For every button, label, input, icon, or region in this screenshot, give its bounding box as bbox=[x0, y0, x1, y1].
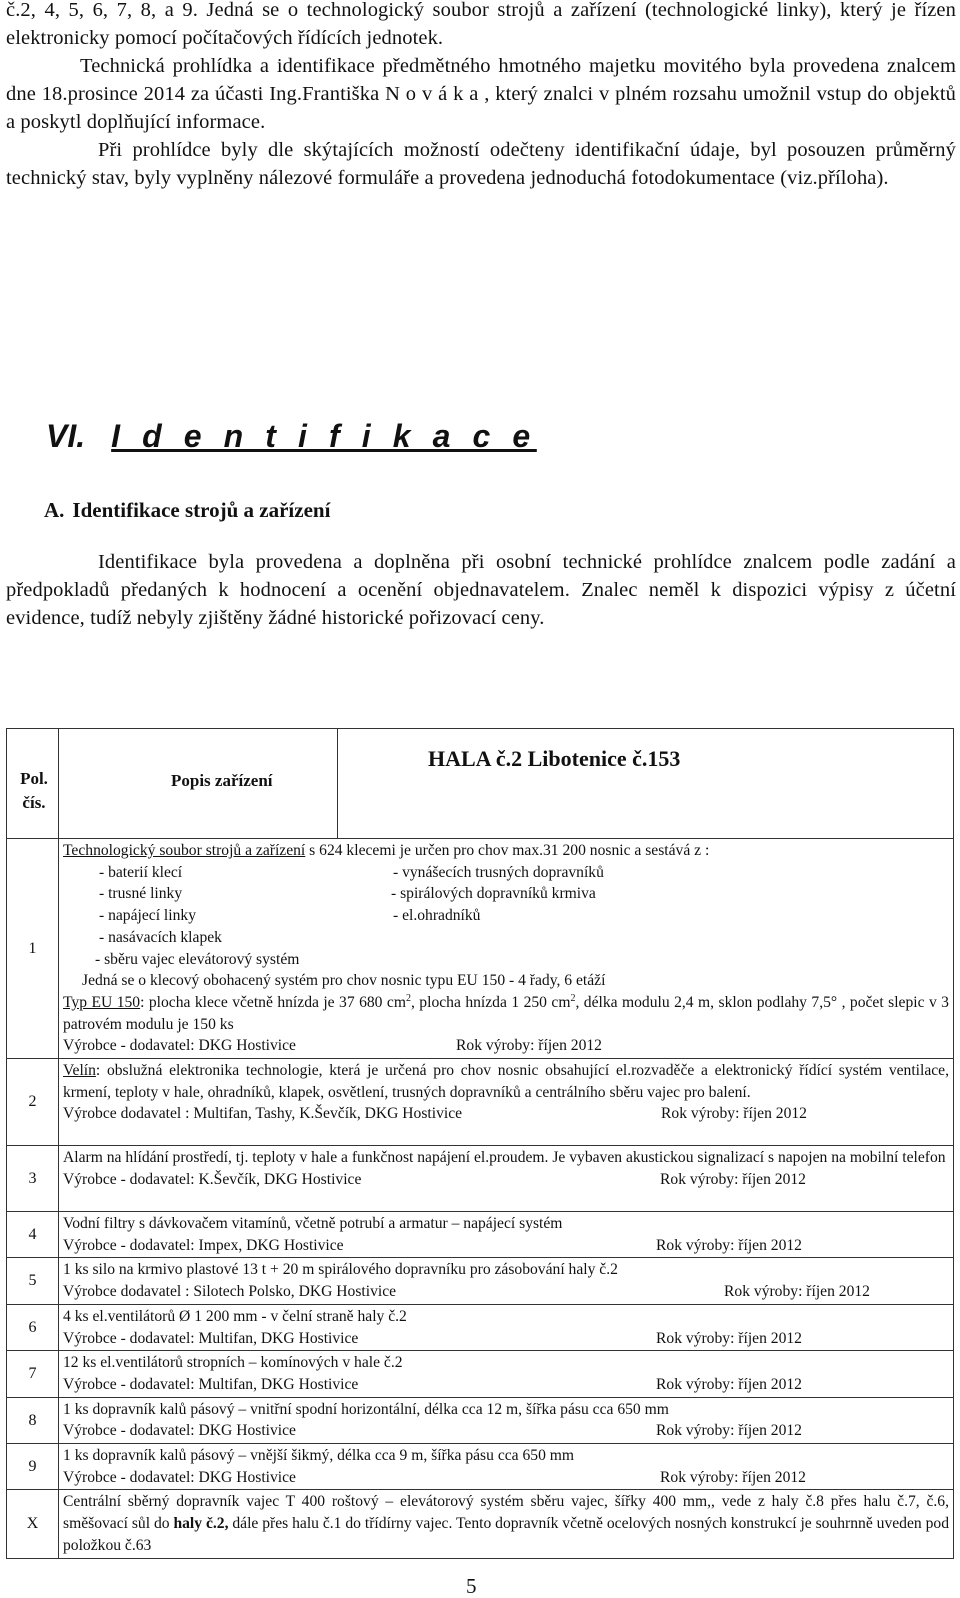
table-header-row bbox=[7, 729, 954, 839]
table-row bbox=[7, 1351, 954, 1397]
row-description: Velín: obslužná elektronika technologie, která je určená pro chov nosnic obsahující el.rozvaděče a elektronický řídící systém ventilace, krmení, teploty v hale, ohradníků, klapek, osvětlení, trusných dopravníků a centrálního sběru vajec pro balení. Výrobce dodavatel : Multifan, Tashy, K.Ševčík, DKG Hostivice Rok výroby: říjen 2012 bbox=[59, 1059, 954, 1146]
section-number: VI. bbox=[46, 418, 86, 454]
table-row bbox=[7, 839, 954, 1059]
row-number: 1 bbox=[7, 839, 59, 1059]
table-row bbox=[7, 1490, 954, 1558]
row-description: Vodní filtry s dávkovačem vitamínů, včetně potrubí a armatur – napájecí systém Výrobce - dodavatel: Impex, DKG Hostivice Rok výroby: říjen 2012 bbox=[59, 1212, 954, 1258]
row-description: 4 ks el.ventilátorů Ø 1 200 mm - v čelní straně haly č.2 Výrobce - dodavatel: Multifan, DKG Hostivice Rok výroby: říjen 2012 bbox=[59, 1304, 954, 1350]
identification-paragraph: Identifikace byla provedena a doplněna při osobní technické prohlídce znalcem podle zadání a předpokladů předaných k hodnocení a ocenění objednavatelem. Znalec neměl k dispozici výpisy z účetní evidence, tudíž nebyly zjištěny žádné historické pořizovací ceny. bbox=[6, 551, 956, 630]
row-number: 4 bbox=[7, 1212, 59, 1258]
row-description: 1 ks silo na krmivo plastové 13 t + 20 m spirálového dopravníku pro zásobování haly č.2 Výrobce dodavatel : Silotech Polsko, DKG Hostivice Rok výroby: říjen 2012 bbox=[59, 1258, 954, 1304]
row-description: 12 ks el.ventilátorů stropních – komínových v hale č.2 Výrobce - dodavatel: Multifan, DKG Hostivice Rok výroby: říjen 2012 bbox=[59, 1351, 954, 1397]
row-description: Centrální sběrný dopravník vajec T 400 roštový – elevátorový systém sběru vajec, šířky 400 mm,, vede z haly č.8 přes halu č.7, č.6, směšovací sůl do haly č.2, dále přes halu č.1 do třídírny vajec. Tento dopravník včetně ocelových nosných konstrukcí je souhrnně uveden pod položkou č.63 bbox=[59, 1490, 954, 1558]
row-description: 1 ks dopravník kalů pásový – vnitřní spodní horizontální, délka cca 12 m, šířka pásu cca 650 mm Výrobce - dodavatel: DKG Hostivice Rok výroby: říjen 2012 bbox=[59, 1397, 954, 1443]
equipment-table bbox=[6, 728, 954, 1559]
row-number: 3 bbox=[7, 1146, 59, 1212]
row-number: 5 bbox=[7, 1258, 59, 1304]
row-number: 8 bbox=[7, 1397, 59, 1443]
row-description: Alarm na hlídání prostředí, tj. teploty v hale a funkčnost napájení el.proudem. Je vybaven akustickou signalizací s napojen na mobilní telefon Výrobce - dodavatel: K.Ševčík, DKG Hostivice Rok výroby: říjen 2012 bbox=[59, 1146, 954, 1212]
subsection-letter: A. bbox=[44, 498, 65, 522]
intro-paragraph-3: Při prohlídce byly dle skýtajících možností odečteny identifikační údaje, byl posouzen průměrný technický stav, byly vyplněny nálezové formuláře a provedena jednoduchá fotodokumentace (viz.příloha). bbox=[6, 139, 956, 190]
hall-title-cell bbox=[338, 729, 954, 839]
subsection-heading bbox=[44, 496, 330, 524]
table-row bbox=[7, 1059, 954, 1146]
col-pol-header: Pol. čís. bbox=[7, 729, 59, 839]
row-number: 7 bbox=[7, 1351, 59, 1397]
subsection-title: Identifikace strojů a zařízení bbox=[72, 498, 331, 522]
section-heading bbox=[46, 416, 537, 456]
hall-title: HALA č.2 Libotenice č.153 bbox=[428, 746, 681, 771]
intro-paragraph-1: č.2, 4, 5, 6, 7, 8, a 9. Jedná se o technologický soubor strojů a zařízení (technologické linky), který je řízen elektronicky pomocí počítačových řídících jednotek. bbox=[6, 0, 956, 50]
table-row bbox=[7, 1258, 954, 1304]
row-number: 6 bbox=[7, 1304, 59, 1350]
row-number: 9 bbox=[7, 1444, 59, 1490]
table-row bbox=[7, 1304, 954, 1350]
row-number: X bbox=[7, 1490, 59, 1558]
table-row bbox=[7, 1146, 954, 1212]
table-row bbox=[7, 1212, 954, 1258]
row-description: Technologický soubor strojů a zařízení s 624 klecemi je určen pro chov max.31 200 nosnic a sestává z : - baterií klecí - vynášecích trusných dopravníků - trusné linky - spirálových dopravníků krmiva - napájecí linky - el.ohradníků - nasávacích klapek - sběru vajec elevátorový systém Jedná se o klecový obohacený systém pro chov nosnic typu EU 150 - 4 řady, 6 etáží Typ EU 150: plocha klece včetně hnízda je 37 680 $cm^2$, plocha hnízda 1 250 $cm^2$, délka modulu 2,4 m, sklon podlahy 7,5° , počet slepic v 3 patrovém modulu je 150 ks Výrobce - dodavatel: DKG Hostivice Rok výroby: říjen 2012 bbox=[59, 839, 954, 1059]
intro-paragraph-2: Technická prohlídka a identifikace předmětného hmotného majetku movitého byla provedena znalcem dne 18.prosince 2014 za účasti Ing.Františka N o v á k a , který znalci v plném rozsahu umožnil vstup do objektů a poskytl doplňující informace. bbox=[6, 55, 956, 134]
section-title: I d e n t i f i k a c e bbox=[111, 418, 537, 454]
col-popis-header: Popis zařízení bbox=[59, 729, 338, 839]
table-row bbox=[7, 1397, 954, 1443]
row-number: 2 bbox=[7, 1059, 59, 1146]
page-number: 5 bbox=[466, 1574, 477, 1598]
row-description: 1 ks dopravník kalů pásový – vnější šikmý, délka cca 9 m, šířka pásu cca 650 mm Výrobce - dodavatel: DKG Hostivice Rok výroby: říjen 2012 bbox=[59, 1444, 954, 1490]
table-row bbox=[7, 1444, 954, 1490]
